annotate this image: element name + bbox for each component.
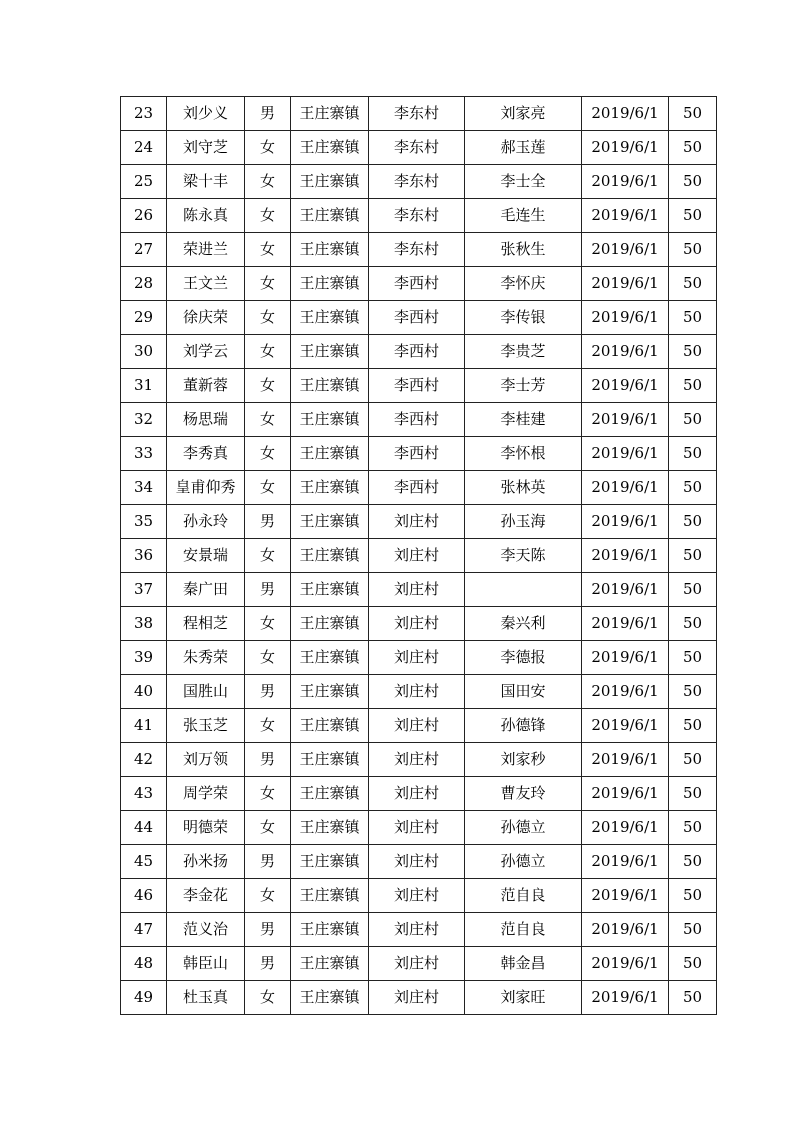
cell-date: 2019/6/1 [582, 267, 669, 301]
cell-guardian: 毛连生 [465, 199, 582, 233]
cell-sex: 女 [245, 471, 291, 505]
cell-town: 王庄寨镇 [291, 845, 369, 879]
cell-guardian: 李桂建 [465, 403, 582, 437]
cell-date: 2019/6/1 [582, 675, 669, 709]
cell-village: 刘庄村 [369, 947, 465, 981]
cell-guardian: 李天陈 [465, 539, 582, 573]
cell-number: 32 [121, 403, 167, 437]
cell-date: 2019/6/1 [582, 913, 669, 947]
cell-number: 25 [121, 165, 167, 199]
cell-name: 刘学云 [167, 335, 245, 369]
cell-sex: 女 [245, 811, 291, 845]
cell-sex: 男 [245, 97, 291, 131]
cell-date: 2019/6/1 [582, 505, 669, 539]
cell-amount: 50 [669, 505, 717, 539]
cell-number: 47 [121, 913, 167, 947]
cell-date: 2019/6/1 [582, 573, 669, 607]
cell-amount: 50 [669, 267, 717, 301]
cell-sex: 女 [245, 267, 291, 301]
cell-amount: 50 [669, 947, 717, 981]
cell-village: 刘庄村 [369, 675, 465, 709]
table-row [121, 607, 717, 641]
table-row [121, 403, 717, 437]
cell-village: 李东村 [369, 233, 465, 267]
cell-town: 王庄寨镇 [291, 369, 369, 403]
cell-date: 2019/6/1 [582, 879, 669, 913]
cell-sex: 男 [245, 947, 291, 981]
cell-date: 2019/6/1 [582, 199, 669, 233]
cell-number: 40 [121, 675, 167, 709]
cell-guardian: 孙德立 [465, 811, 582, 845]
cell-town: 王庄寨镇 [291, 131, 369, 165]
cell-name: 李秀真 [167, 437, 245, 471]
cell-village: 李西村 [369, 369, 465, 403]
cell-name: 杜玉真 [167, 981, 245, 1015]
cell-amount: 50 [669, 607, 717, 641]
cell-amount: 50 [669, 97, 717, 131]
cell-sex: 女 [245, 369, 291, 403]
cell-town: 王庄寨镇 [291, 97, 369, 131]
cell-guardian: 孙德立 [465, 845, 582, 879]
cell-village: 刘庄村 [369, 913, 465, 947]
cell-amount: 50 [669, 335, 717, 369]
cell-town: 王庄寨镇 [291, 811, 369, 845]
cell-town: 王庄寨镇 [291, 641, 369, 675]
cell-number: 26 [121, 199, 167, 233]
cell-date: 2019/6/1 [582, 845, 669, 879]
cell-sex: 女 [245, 641, 291, 675]
table-row [121, 845, 717, 879]
cell-guardian: 刘家旺 [465, 981, 582, 1015]
cell-date: 2019/6/1 [582, 471, 669, 505]
cell-amount: 50 [669, 981, 717, 1015]
cell-amount: 50 [669, 403, 717, 437]
cell-guardian: 范自良 [465, 913, 582, 947]
cell-number: 42 [121, 743, 167, 777]
cell-amount: 50 [669, 369, 717, 403]
cell-town: 王庄寨镇 [291, 301, 369, 335]
cell-date: 2019/6/1 [582, 709, 669, 743]
cell-guardian: 韩金昌 [465, 947, 582, 981]
cell-name: 范义治 [167, 913, 245, 947]
cell-number: 43 [121, 777, 167, 811]
cell-town: 王庄寨镇 [291, 403, 369, 437]
cell-number: 35 [121, 505, 167, 539]
cell-town: 王庄寨镇 [291, 675, 369, 709]
table-row [121, 233, 717, 267]
cell-village: 李西村 [369, 267, 465, 301]
cell-village: 李西村 [369, 471, 465, 505]
table-row [121, 573, 717, 607]
cell-date: 2019/6/1 [582, 947, 669, 981]
cell-town: 王庄寨镇 [291, 437, 369, 471]
cell-village: 刘庄村 [369, 607, 465, 641]
cell-name: 董新蓉 [167, 369, 245, 403]
roster-table-body [121, 97, 717, 1015]
cell-date: 2019/6/1 [582, 369, 669, 403]
cell-amount: 50 [669, 233, 717, 267]
cell-sex: 女 [245, 607, 291, 641]
cell-name: 陈永真 [167, 199, 245, 233]
cell-amount: 50 [669, 199, 717, 233]
cell-name: 杨思瑞 [167, 403, 245, 437]
cell-village: 刘庄村 [369, 845, 465, 879]
cell-sex: 女 [245, 539, 291, 573]
cell-name: 孙永玲 [167, 505, 245, 539]
cell-amount: 50 [669, 879, 717, 913]
table-row [121, 675, 717, 709]
table-row [121, 947, 717, 981]
cell-guardian: 郝玉莲 [465, 131, 582, 165]
table-row [121, 539, 717, 573]
cell-guardian: 李怀根 [465, 437, 582, 471]
cell-guardian: 李士芳 [465, 369, 582, 403]
roster-table [120, 96, 717, 1015]
cell-sex: 男 [245, 505, 291, 539]
table-row [121, 369, 717, 403]
cell-amount: 50 [669, 165, 717, 199]
cell-town: 王庄寨镇 [291, 709, 369, 743]
cell-guardian: 刘家亮 [465, 97, 582, 131]
cell-date: 2019/6/1 [582, 777, 669, 811]
table-row [121, 505, 717, 539]
cell-town: 王庄寨镇 [291, 335, 369, 369]
cell-guardian: 李贵芝 [465, 335, 582, 369]
cell-sex: 女 [245, 199, 291, 233]
cell-guardian: 孙德锋 [465, 709, 582, 743]
cell-number: 36 [121, 539, 167, 573]
cell-town: 王庄寨镇 [291, 471, 369, 505]
table-row [121, 811, 717, 845]
cell-name: 孙米扬 [167, 845, 245, 879]
cell-date: 2019/6/1 [582, 335, 669, 369]
cell-number: 39 [121, 641, 167, 675]
cell-name: 张玉芝 [167, 709, 245, 743]
cell-town: 王庄寨镇 [291, 607, 369, 641]
cell-town: 王庄寨镇 [291, 913, 369, 947]
table-row [121, 777, 717, 811]
cell-town: 王庄寨镇 [291, 981, 369, 1015]
cell-town: 王庄寨镇 [291, 505, 369, 539]
table-row [121, 743, 717, 777]
cell-date: 2019/6/1 [582, 165, 669, 199]
cell-guardian: 刘家秒 [465, 743, 582, 777]
cell-number: 28 [121, 267, 167, 301]
table-row [121, 301, 717, 335]
cell-sex: 女 [245, 403, 291, 437]
cell-sex: 女 [245, 437, 291, 471]
cell-sex: 女 [245, 335, 291, 369]
cell-village: 李东村 [369, 97, 465, 131]
cell-date: 2019/6/1 [582, 301, 669, 335]
cell-date: 2019/6/1 [582, 539, 669, 573]
cell-name: 徐庆荣 [167, 301, 245, 335]
table-row [121, 641, 717, 675]
cell-village: 李西村 [369, 403, 465, 437]
cell-village: 刘庄村 [369, 811, 465, 845]
cell-guardian: 孙玉海 [465, 505, 582, 539]
cell-village: 刘庄村 [369, 879, 465, 913]
cell-number: 29 [121, 301, 167, 335]
cell-amount: 50 [669, 743, 717, 777]
cell-name: 秦广田 [167, 573, 245, 607]
cell-guardian: 李怀庆 [465, 267, 582, 301]
cell-date: 2019/6/1 [582, 743, 669, 777]
cell-town: 王庄寨镇 [291, 199, 369, 233]
cell-village: 李东村 [369, 131, 465, 165]
cell-town: 王庄寨镇 [291, 777, 369, 811]
table-row [121, 199, 717, 233]
cell-date: 2019/6/1 [582, 641, 669, 675]
cell-sex: 女 [245, 165, 291, 199]
cell-sex: 男 [245, 913, 291, 947]
table-row [121, 981, 717, 1015]
cell-village: 李东村 [369, 199, 465, 233]
cell-village: 李西村 [369, 335, 465, 369]
cell-number: 41 [121, 709, 167, 743]
table-row [121, 709, 717, 743]
cell-sex: 男 [245, 845, 291, 879]
cell-guardian: 秦兴利 [465, 607, 582, 641]
cell-guardian: 张林英 [465, 471, 582, 505]
cell-sex: 男 [245, 573, 291, 607]
cell-name: 程相芝 [167, 607, 245, 641]
cell-amount: 50 [669, 913, 717, 947]
cell-amount: 50 [669, 811, 717, 845]
cell-village: 刘庄村 [369, 641, 465, 675]
cell-name: 国胜山 [167, 675, 245, 709]
cell-name: 梁十丰 [167, 165, 245, 199]
cell-number: 34 [121, 471, 167, 505]
cell-guardian: 国田安 [465, 675, 582, 709]
cell-amount: 50 [669, 845, 717, 879]
cell-village: 刘庄村 [369, 505, 465, 539]
table-row [121, 335, 717, 369]
cell-date: 2019/6/1 [582, 233, 669, 267]
cell-name: 韩臣山 [167, 947, 245, 981]
table-row [121, 131, 717, 165]
cell-town: 王庄寨镇 [291, 267, 369, 301]
cell-name: 王文兰 [167, 267, 245, 301]
cell-name: 刘少义 [167, 97, 245, 131]
cell-date: 2019/6/1 [582, 981, 669, 1015]
cell-village: 刘庄村 [369, 709, 465, 743]
cell-number: 45 [121, 845, 167, 879]
cell-name: 皇甫仰秀 [167, 471, 245, 505]
cell-number: 33 [121, 437, 167, 471]
table-row [121, 437, 717, 471]
cell-sex: 女 [245, 879, 291, 913]
cell-town: 王庄寨镇 [291, 233, 369, 267]
table-row [121, 913, 717, 947]
cell-guardian: 李士全 [465, 165, 582, 199]
cell-sex: 女 [245, 981, 291, 1015]
cell-name: 荣进兰 [167, 233, 245, 267]
cell-amount: 50 [669, 471, 717, 505]
cell-guardian [465, 573, 582, 607]
cell-guardian: 范自良 [465, 879, 582, 913]
cell-town: 王庄寨镇 [291, 743, 369, 777]
cell-number: 46 [121, 879, 167, 913]
cell-sex: 女 [245, 233, 291, 267]
cell-amount: 50 [669, 709, 717, 743]
cell-guardian: 张秋生 [465, 233, 582, 267]
cell-sex: 女 [245, 301, 291, 335]
cell-name: 朱秀荣 [167, 641, 245, 675]
cell-amount: 50 [669, 641, 717, 675]
cell-town: 王庄寨镇 [291, 539, 369, 573]
cell-amount: 50 [669, 573, 717, 607]
table-row [121, 471, 717, 505]
cell-number: 30 [121, 335, 167, 369]
cell-village: 刘庄村 [369, 539, 465, 573]
cell-town: 王庄寨镇 [291, 165, 369, 199]
cell-village: 李西村 [369, 301, 465, 335]
cell-village: 刘庄村 [369, 743, 465, 777]
cell-number: 27 [121, 233, 167, 267]
cell-number: 48 [121, 947, 167, 981]
cell-name: 明德荣 [167, 811, 245, 845]
cell-guardian: 李德报 [465, 641, 582, 675]
cell-town: 王庄寨镇 [291, 947, 369, 981]
cell-date: 2019/6/1 [582, 97, 669, 131]
cell-sex: 男 [245, 743, 291, 777]
cell-number: 37 [121, 573, 167, 607]
cell-amount: 50 [669, 675, 717, 709]
cell-date: 2019/6/1 [582, 403, 669, 437]
cell-name: 李金花 [167, 879, 245, 913]
table-row [121, 267, 717, 301]
cell-village: 李东村 [369, 165, 465, 199]
cell-guardian: 李传银 [465, 301, 582, 335]
cell-sex: 女 [245, 777, 291, 811]
cell-name: 安景瑞 [167, 539, 245, 573]
cell-date: 2019/6/1 [582, 811, 669, 845]
cell-guardian: 曹友玲 [465, 777, 582, 811]
table-row [121, 97, 717, 131]
cell-town: 王庄寨镇 [291, 573, 369, 607]
table-row [121, 165, 717, 199]
cell-date: 2019/6/1 [582, 131, 669, 165]
cell-village: 刘庄村 [369, 777, 465, 811]
cell-number: 31 [121, 369, 167, 403]
cell-name: 刘守芝 [167, 131, 245, 165]
cell-town: 王庄寨镇 [291, 879, 369, 913]
cell-name: 周学荣 [167, 777, 245, 811]
cell-name: 刘万领 [167, 743, 245, 777]
cell-amount: 50 [669, 777, 717, 811]
cell-amount: 50 [669, 301, 717, 335]
table-row [121, 879, 717, 913]
cell-date: 2019/6/1 [582, 437, 669, 471]
cell-date: 2019/6/1 [582, 607, 669, 641]
cell-sex: 女 [245, 131, 291, 165]
cell-number: 38 [121, 607, 167, 641]
cell-number: 49 [121, 981, 167, 1015]
cell-village: 刘庄村 [369, 981, 465, 1015]
cell-number: 44 [121, 811, 167, 845]
cell-amount: 50 [669, 437, 717, 471]
cell-sex: 男 [245, 675, 291, 709]
cell-village: 李西村 [369, 437, 465, 471]
cell-number: 24 [121, 131, 167, 165]
cell-amount: 50 [669, 131, 717, 165]
cell-amount: 50 [669, 539, 717, 573]
cell-village: 刘庄村 [369, 573, 465, 607]
cell-number: 23 [121, 97, 167, 131]
cell-sex: 女 [245, 709, 291, 743]
